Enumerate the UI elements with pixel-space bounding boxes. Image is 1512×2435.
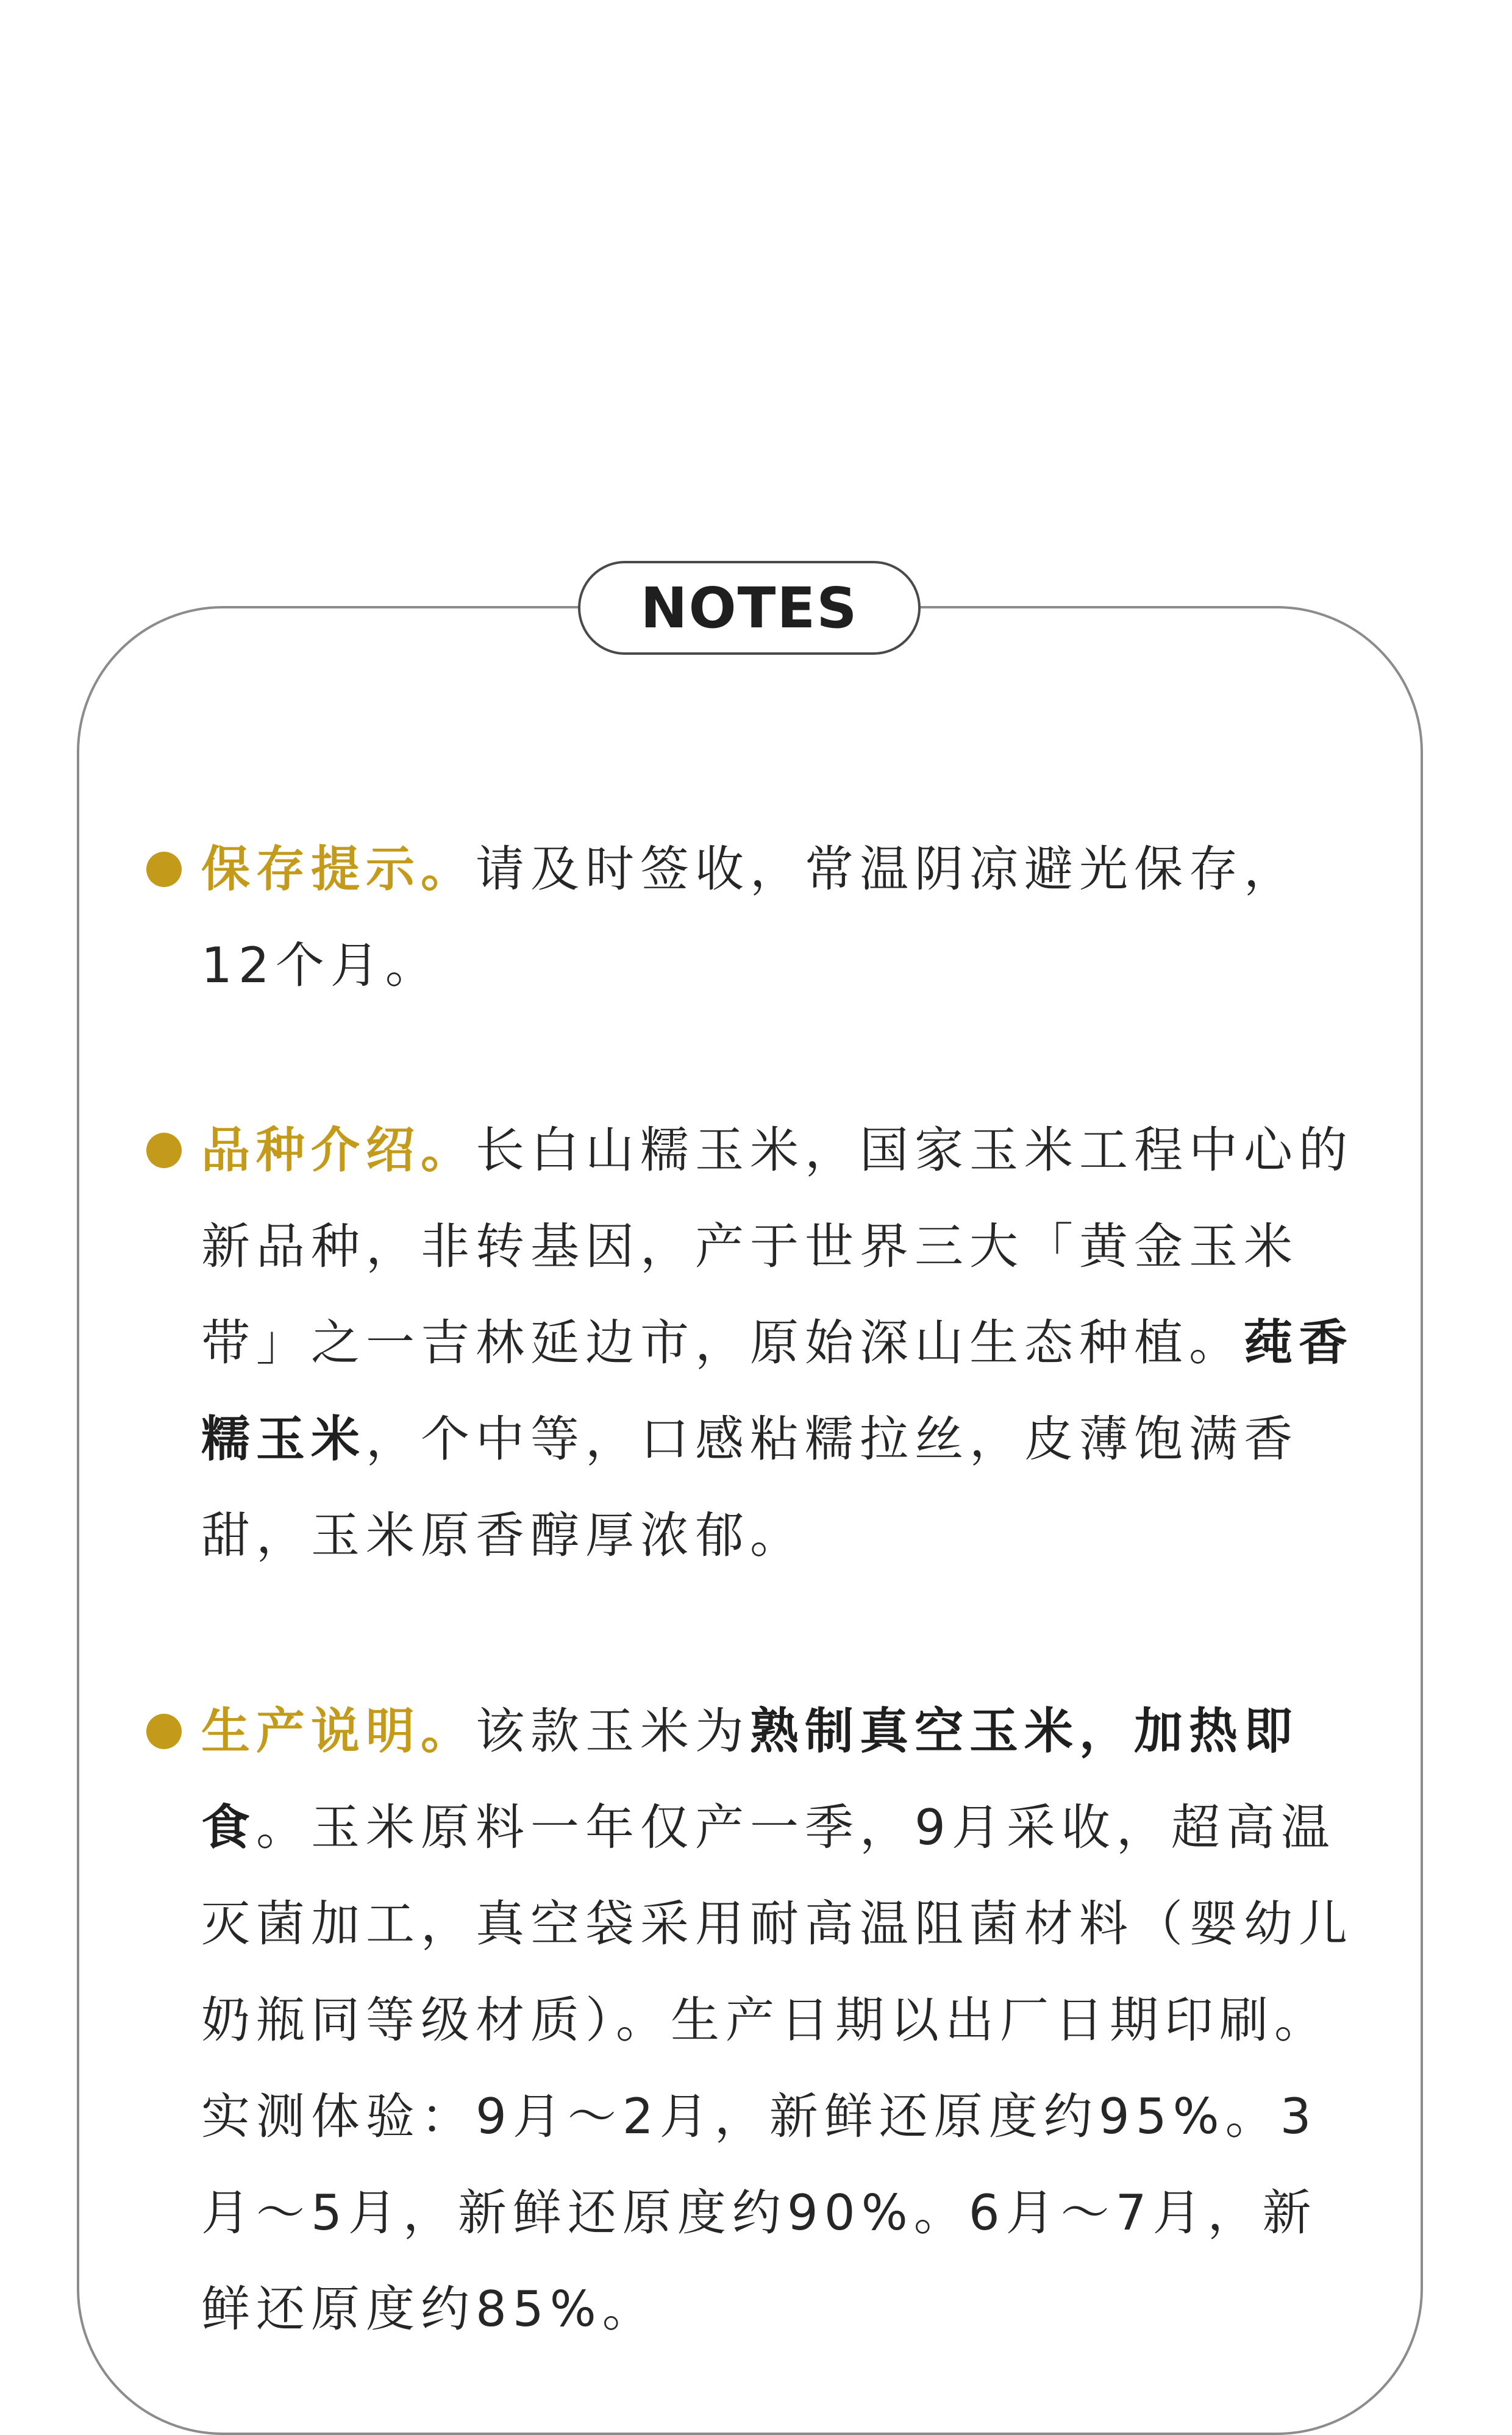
variety-intro-section [201, 1102, 1360, 1584]
variety-intro-text-continued: ，个中等，口感粘糯拉丝，皮薄饱满香甜，玉米原香醇厚浓郁。 [201, 1411, 1299, 1564]
bullet-dot-icon [146, 1133, 182, 1168]
production-notes-heading: 生产说明 [201, 1703, 421, 1759]
production-notes-text: 该款玉米为 [476, 1703, 750, 1759]
production-notes-section [201, 1683, 1360, 2358]
production-notes-text-continued: 。玉米原料一年仅产一季，9月采收，超高温灭菌加工，真空袋采用耐高温阻菌材料（婴幼儿奶瓶同等级材质）。生产日期以出厂日期印刷。实测体验：9月～2月，新鲜还原度约95%。3月～5月，新鲜还原度约90%。6月～7月，新鲜还原度约85%。 [201, 1799, 1353, 2337]
notes-badge [578, 561, 921, 655]
heading-punctuation: 。 [421, 841, 476, 897]
variety-intro-heading: 品种介绍 [201, 1122, 421, 1178]
bullet-dot-icon [146, 852, 182, 887]
ready-to-eat-emphasis: 熟制真空玉米，加热即食 [201, 1703, 1299, 1856]
notes-title: NOTES [640, 575, 858, 641]
storage-tips-section [201, 821, 1360, 1014]
heading-punctuation: 。 [421, 1122, 476, 1178]
storage-tips-text: 请及时签收，常温阴凉避光保存，12个月。 [201, 841, 1299, 994]
heading-punctuation: 。 [421, 1703, 476, 1759]
storage-tips-heading: 保存提示 [201, 841, 421, 897]
variety-name-emphasis: 莼香糯玉米 [201, 1314, 1353, 1467]
bullet-dot-icon [146, 1714, 182, 1749]
variety-intro-text: 长白山糯玉米，国家玉米工程中心的新品种，非转基因，产于世界三大「黄金玉米带」之一吉林延边市，原始深山生态种植。 [201, 1122, 1353, 1371]
